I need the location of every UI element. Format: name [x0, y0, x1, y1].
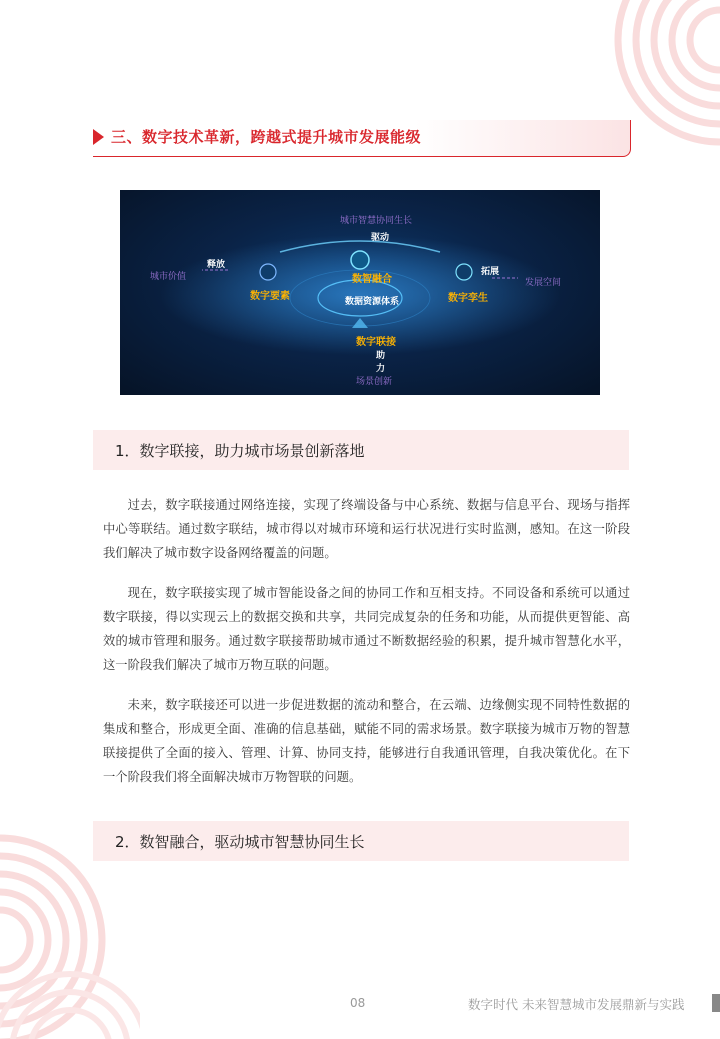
subsection-header-1 [93, 430, 629, 470]
subsection-title-1: 1．数字联接，助力城市场景创新落地 [115, 442, 365, 460]
label-city-growth: 城市智慧协同生长 [340, 216, 413, 226]
center-node-icon [351, 251, 369, 269]
footer-bar [712, 994, 720, 1012]
node-digital-elements: 数字要素 [250, 291, 290, 302]
section-title: 三、数字技术革新，跨越式提升城市发展能级 [111, 128, 422, 146]
label-city-value: 城市价值 [150, 272, 187, 282]
node-digital-connection: 数字联接 [356, 337, 396, 348]
subsection-title-2: 2．数智融合，驱动城市智慧协同生长 [115, 833, 365, 851]
label-assist-2: 力 [376, 364, 386, 374]
section-header [93, 120, 631, 157]
node-digital-fusion: 数智融合 [352, 274, 392, 285]
right-node-icon [456, 264, 472, 280]
paragraph-present: 现在，数字联接实现了城市智能设备之间的协同工作和互相支持。不同设备和系统可以通过数字联接，得以实现云上的数据交换和共享，共同完成复杂的任务和功能，从而提供更智能、高效的城市管理和服务。通过数字联接帮助城市通过不断数据经验的积累，提升城市智慧化水平，这一阶段我们解决了城市万物互联的问题。 [103, 586, 630, 672]
paragraph-future: 未来，数字联接还可以进一步促进数据的流动和整合，在云端、边缘侧实现不同特性数据的集成和整合，形成更全面、准确的信息基础，赋能不同的需求场景。数字联接为城市万物的智慧联接提供了全面的接入、管理、计算、协同支持，能够进行自我通讯管理，自我决策优化。在下一个阶段我们将全面解决城市万物智联的问题。 [103, 698, 630, 784]
label-assist-1: 助 [376, 351, 386, 361]
label-dev-space: 发展空间 [525, 278, 562, 288]
paragraph-past: 过去，数字联接通过网络连接，实现了终端设备与中心系统、数据与信息平台、现场与指挥中心等联结。通过数字联结，城市得以对城市环境和运行状况进行实时监测，感知。在这一阶段我们解决了城市数字设备网络覆盖的问题。 [103, 498, 630, 560]
left-node-icon [260, 264, 276, 280]
footer-doc-title: 数字时代 未来智慧城市发展鼎新与实践 [468, 997, 685, 1012]
label-expand: 拓展 [481, 267, 500, 277]
label-scene-innovation: 场景创新 [356, 377, 393, 387]
section-marker-icon [93, 129, 104, 145]
core-data-system: 数据资源体系 [345, 297, 400, 307]
concept-diagram [120, 190, 600, 395]
page-number: 08 [350, 996, 366, 1010]
subsection-header-2 [93, 821, 629, 861]
label-release: 释放 [207, 260, 226, 270]
label-drive: 驱动 [371, 233, 390, 243]
node-digital-twin: 数字孪生 [448, 293, 488, 304]
